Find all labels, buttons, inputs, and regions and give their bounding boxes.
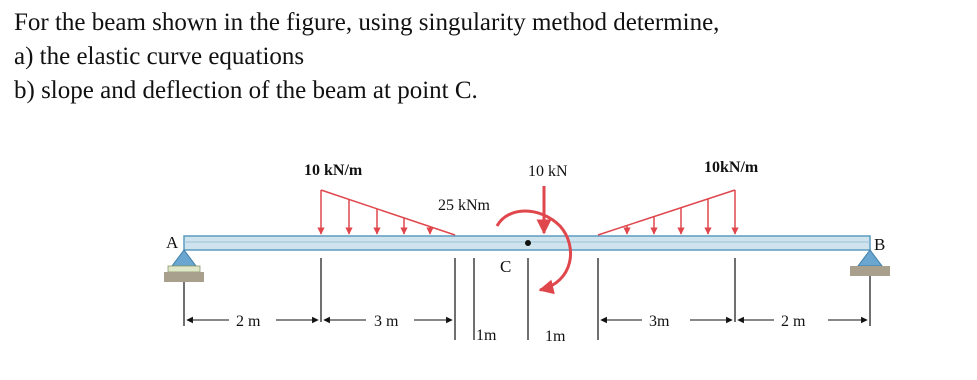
support-b <box>850 250 890 326</box>
support-a <box>164 250 204 326</box>
label-load-right: 10kN/m <box>704 159 759 176</box>
label-moment: 25 kNm <box>438 197 490 214</box>
question-part-a: a) the elastic curve equations <box>14 43 305 70</box>
label-load-left: 10 kN/m <box>304 162 363 179</box>
dim-label-6: 2 m <box>781 313 806 330</box>
label-point-c: C <box>500 257 512 276</box>
question-intro: For the beam shown in the figure, using singularity method determine, <box>14 9 720 36</box>
dim-label-4: 1m <box>545 328 566 345</box>
dim-label-5: 3m <box>649 313 670 330</box>
label-support-a: A <box>166 233 179 252</box>
question-part-b: b) slope and deflection of the beam at point C. <box>14 77 478 104</box>
dim-label-3: 1m <box>476 327 497 344</box>
distributed-load-left <box>321 190 455 235</box>
dim-label-2: 3 m <box>374 313 399 330</box>
distributed-load-right <box>598 190 735 235</box>
label-support-b: B <box>874 235 886 254</box>
dim-label-1: 2 m <box>236 313 261 330</box>
label-point-load: 10 kN <box>528 163 568 180</box>
point-c-marker <box>525 240 531 246</box>
